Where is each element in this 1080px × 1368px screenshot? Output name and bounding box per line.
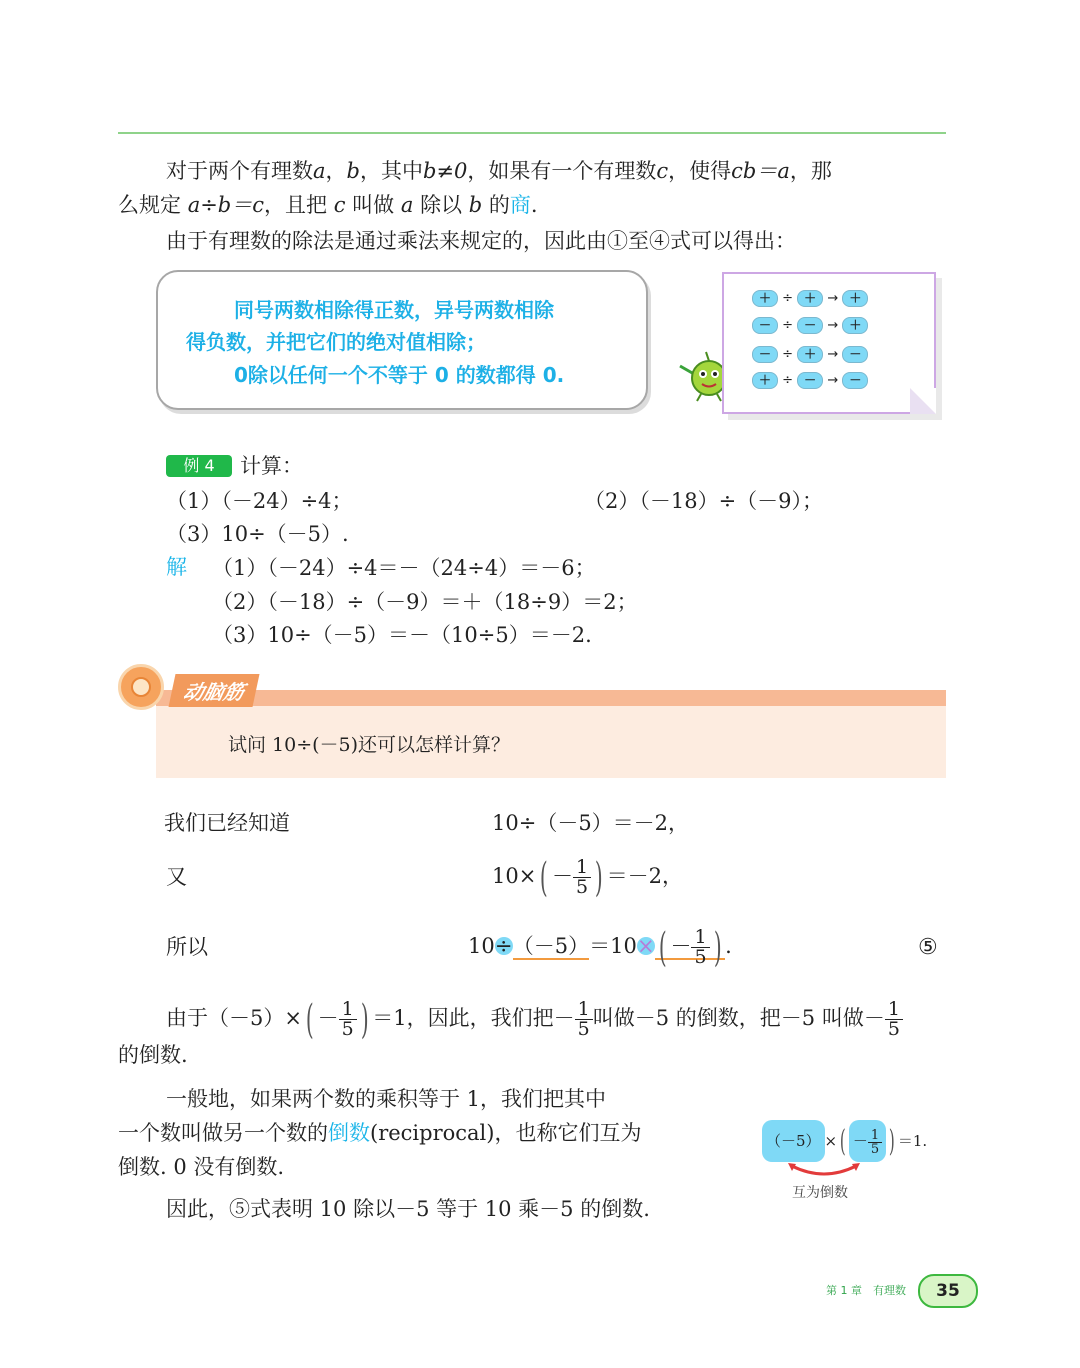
reciprocal-line-1: 由于（－5）×( － $\frac{1}{5}$ ) ＝1，因此，我们把－ $\frac{1}{5}$ 叫做－5 的倒数，把－5 叫做－ $\frac{1}{5}$ <box>166 992 903 1044</box>
solution-3: （3）10÷（－5）＝－（10÷5）＝－2. <box>212 623 592 647</box>
solution-1: （1）（－24）÷4＝－（24÷4）＝－6； <box>212 556 596 580</box>
example-title: 计算： <box>240 454 303 478</box>
page-number: 35 <box>918 1274 978 1308</box>
solution-2: （2）（－18）÷（－9）＝＋（18÷9）＝2； <box>212 590 638 614</box>
reciprocal-caption: 互为倒数 <box>792 1185 848 1201</box>
gear-icon <box>118 664 164 710</box>
page-curl <box>910 388 936 414</box>
chapter-label: 第 1 章 有理数 <box>826 1284 906 1297</box>
top-divider <box>118 132 946 134</box>
highlight-divide: ÷ <box>494 934 513 958</box>
therefore-equation: 10÷（－5）＝10× ( － $\frac{1}{5}$ ) . <box>468 924 732 971</box>
conclusion-line: 因此，⑤式表明 10 除以－5 等于 10 乘－5 的倒数. <box>166 1197 650 1221</box>
term-quotient: 商 <box>509 193 531 217</box>
problem-1: （1）（－24）÷4； <box>166 489 353 513</box>
think-question: 试问 10÷(－5)还可以怎样计算？ <box>228 734 511 756</box>
equation-number: ⑤ <box>918 935 938 960</box>
rule-line-2: 得负数，并把它们的绝对值相除； <box>186 330 486 354</box>
example-tag: 例 4 <box>166 455 232 477</box>
think-label: 动脑筋 <box>168 674 259 707</box>
general-line-1: 一般地，如果两个数的乘积等于 1，我们把其中 <box>166 1087 607 1111</box>
general-line-2: 一个数叫做另一个数的倒数(reciprocal)，也称它们互为 <box>118 1121 642 1145</box>
solution-label: 解 <box>166 555 187 579</box>
sign-row-4: ＋ ÷ － → － <box>752 372 868 389</box>
highlight-multiply: × <box>637 934 655 958</box>
known-equation: 10÷（－5）＝－2， <box>492 811 690 835</box>
rule-line-1: 同号两数相除得正数，异号两数相除 <box>234 298 554 322</box>
division-rule-box <box>156 270 648 410</box>
sign-row-2: － ÷ － → ＋ <box>752 317 868 334</box>
problem-3: （3）10÷（－5）. <box>166 522 349 546</box>
problem-2: （2）（－18）÷（－9）； <box>584 489 824 513</box>
reciprocal-figure: （－5） ×( － $\frac{1}{5}$ ) ＝1. 互为倒数 <box>762 1112 922 1212</box>
double-arrow-icon <box>786 1160 862 1182</box>
intro-line-3: 由于有理数的除法是通过乘法来规定的，因此由①至④式可以得出： <box>166 229 796 253</box>
sign-rule-card <box>722 272 936 414</box>
rule-line-3: 0除以任何一个不等于 0 的数都得 0. <box>234 363 565 387</box>
sign-row-3: － ÷ ＋ → － <box>752 346 868 363</box>
also-equation: 10×( － $\frac{1}{5}$ ) ＝－2， <box>492 854 684 901</box>
think-header-bar <box>156 690 946 706</box>
sign-row-1: ＋ ÷ ＋ → ＋ <box>752 290 868 307</box>
intro-line-2: 么规定 a÷b＝c，且把 c 叫做 a 除以 b 的商. <box>118 193 538 217</box>
therefore-label: 所以 <box>166 935 208 959</box>
intro-line-1: 对于两个有理数a，b，其中b≠0，如果有一个有理数c，使得cb＝a，那 <box>166 159 832 183</box>
reciprocal-line-2: 的倒数. <box>118 1043 188 1067</box>
also-label: 又 <box>166 865 187 889</box>
general-line-3: 倒数. 0 没有倒数. <box>118 1155 285 1179</box>
term-reciprocal: 倒数 <box>328 1121 370 1145</box>
known-label: 我们已经知道 <box>164 811 290 835</box>
